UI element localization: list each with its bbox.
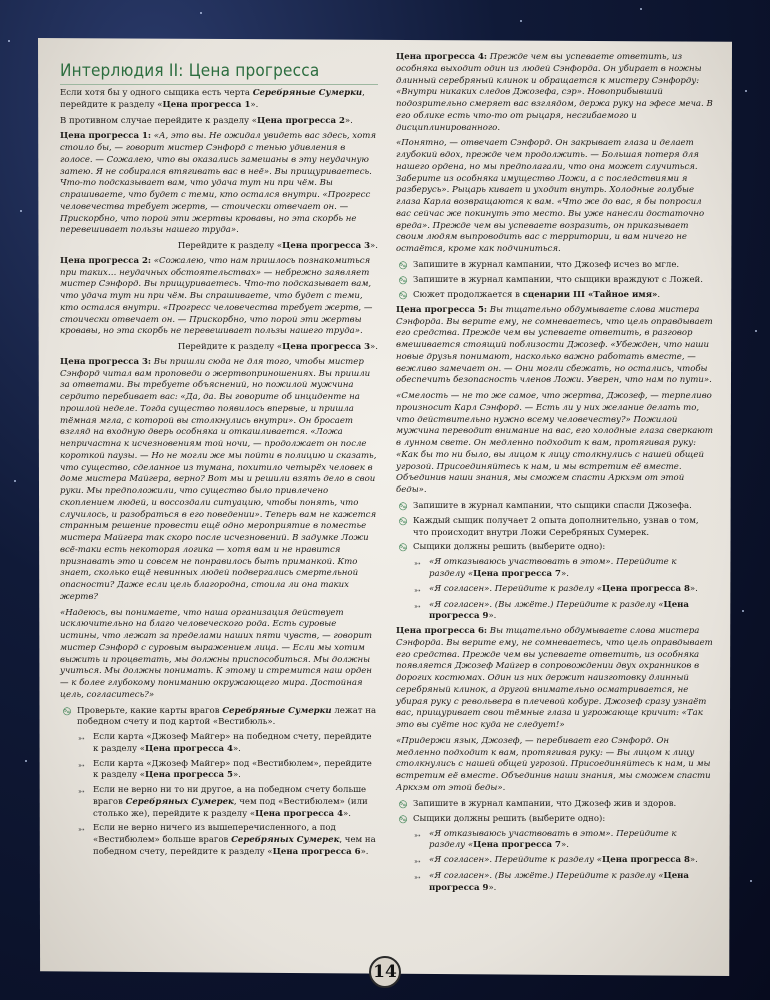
story-text: Сюжет продолжается в bbox=[413, 289, 523, 300]
intro-paragraph bbox=[60, 88, 378, 112]
entry-6-text: Вы тщательно обдумываете слова мистера Сэнфорда. Вы верите ему, не сомневаетесь, что цель оправдывает его средства. Прежде чем вы успеваете ответить, из особняка появляется Джозеф Майгер в сопровождении двух охранников в дорогих костюмах. Один из них держит наизготовку длинный серебряный клинок, а другой внимательно осматривается, не убирая руку с револьвера в плечевой кобуре. Джозеф сразу узнаёт вас, прищуривает свои тёмные глаза и угрожающе кричит: «Так это вы суёте нос куда не следует!» bbox=[396, 626, 713, 730]
decide-instruction-b bbox=[396, 814, 714, 826]
entry-4-heading: Цена прогресса 4: bbox=[396, 52, 488, 62]
option-2 bbox=[78, 759, 378, 783]
choice-text: «Я согласен». Перейдите к разделу « bbox=[429, 855, 602, 865]
spiral-icon: ࿊ bbox=[398, 541, 408, 555]
goto-text: Перейдите к разделу « bbox=[177, 241, 283, 251]
goto-section-ref: Цена прогресса 3 bbox=[282, 342, 371, 352]
option-3-trait: Серебряных Сумерек bbox=[125, 796, 234, 807]
story-continues bbox=[396, 290, 714, 302]
entry-4-quote: «Понятно, — отвечает Сэнфорд. Он закрывает глаза и делает глубокий вдох, прежде чем продолжить. — Большая потеря для нашего ордена, но мы предполагали, что она может случиться. Заберите из особняка имущество Ложи, а с последствиями я разберусь». Рыцарь кивает и уходит внутрь. Холодные голубые глаза Карла возвращаются к вам. «Что же до вас, я бы попросил вас сейчас же покинуть это место. Вы уже нанесли достаточно вреда». Прежде чем вы успеваете возразить, он приказывает своим людям выпроводить вас с территории, и вам ничего не остаётся, кроме как подчиниться. bbox=[396, 138, 705, 254]
intro-trait: Серебряные Сумерки bbox=[252, 88, 363, 98]
goto-3-b bbox=[60, 342, 378, 354]
choice-ref: Цена прогресса 8 bbox=[602, 583, 690, 594]
spiral-icon: ࿊ bbox=[398, 288, 408, 302]
check-text: Проверьте, какие карты врагов bbox=[77, 705, 223, 716]
arrow-bullet-icon: ➳ bbox=[414, 601, 421, 611]
entry-6 bbox=[396, 626, 714, 732]
choice-end: ». bbox=[488, 611, 497, 622]
choice-end: ». bbox=[488, 882, 497, 893]
choice-ref: Цена прогресса 9 bbox=[429, 870, 689, 893]
entry-4 bbox=[396, 52, 714, 134]
choice-ref: Цена прогресса 8 bbox=[602, 855, 690, 865]
choice-8-b bbox=[414, 855, 714, 868]
entry-2-heading: Цена прогресса 2: bbox=[60, 255, 152, 266]
otherwise-paragraph bbox=[60, 116, 378, 128]
option-4-text: Если не верно ничего из вышеперечисленного, а под «Вестибюлем» больше врагов bbox=[93, 823, 336, 845]
choice-end: ». bbox=[689, 855, 698, 865]
record-saved-joseph bbox=[396, 501, 714, 513]
arrow-bullet-icon: ➳ bbox=[414, 585, 421, 595]
entry-2-text: «Сожалею, что нам пришлось познакомиться при таких… неудачных обстоятельствах» — небрежно заявляет мистер Сэнфорд. Вы прищуриваетесь. Что-то подсказывает вам, что удача тут ни при чём. Вы спрашиваете, что будет с теми, кто остался внутри. «Прогресс человечества требует жертв, — стоически отвечает он. — Прискорбно, что порой эти жертвы кровавы, но эта скорбь не перевешивает пользы нашего труда». bbox=[60, 255, 373, 337]
check-victory-instruction bbox=[60, 706, 378, 730]
page-title: Интерлюдия II: Цена прогресса bbox=[60, 60, 378, 85]
option-3-text-2: , чем под «Вестибюлем» (или столько же), перейдите к разделу « bbox=[93, 796, 368, 819]
entry-1-text: «А, это вы. Не ожидал увидеть вас здесь, хотя стоило бы, — говорит мистер Сэнфорд с тенью удивления в голосе. — Сожалею, что вы оказались замешаны в эту неудачную затею. Я не собирался втягивать вас в неё». Вы прищуриваетесь. Что-то подсказывает вам, что удача тут ни при чём. Вы спрашиваете, что будет с теми, кто остался внутри. «Прогресс человечества требует жертв, — стоически отвечает он. — Прискорбно, что порой эти жертвы кровавы, но эта скорбь не перевешивает пользы нашего труда». bbox=[60, 131, 377, 236]
record-text: Каждый сыщик получает 2 опыта дополнительно, узнав о том, что происходит внутри Ложи Серебряных Сумерек. bbox=[413, 515, 699, 538]
record-text: Запишите в журнал кампании, что сыщики враждуют с Ложей. bbox=[413, 274, 703, 285]
option-3-end: ». bbox=[343, 808, 351, 819]
spiral-icon: ࿊ bbox=[398, 273, 408, 287]
option-2-end: ». bbox=[232, 770, 241, 781]
option-4-text-2: , чем на победном счету, перейдите к разделу « bbox=[93, 835, 376, 857]
goto-text-end: ». bbox=[370, 241, 378, 251]
arrow-bullet-icon: ➳ bbox=[78, 787, 85, 796]
goto-section-ref: Цена прогресса 3 bbox=[282, 241, 371, 251]
goto-text: Перейдите к разделу « bbox=[177, 342, 283, 352]
choice-text: «Я отказываюсь участвовать в этом». Перейдите к разделу « bbox=[429, 828, 677, 851]
choice-7-b bbox=[414, 829, 714, 853]
entry-6-quote: «Придержи язык, Джозеф, — перебивает его Сэнфорд. Он медленно подходит к вам, протягивая руку: — Вы лицом к лицу столкнулись с нашей общей угрозой. Присоединяйтесь к нам, и мы встретим её вместе. Объединив наши знания, мы сможем спасти Аркхэм от этой беды». bbox=[396, 735, 711, 793]
choice-9-a bbox=[414, 600, 714, 624]
entry-3 bbox=[60, 357, 378, 604]
entry-3-heading: Цена прогресса 3: bbox=[60, 356, 152, 367]
arrow-bullet-icon: ➳ bbox=[78, 760, 85, 770]
entry-6-heading: Цена прогресса 6: bbox=[396, 626, 488, 636]
spiral-icon: ࿊ bbox=[398, 499, 408, 513]
otherwise-section-ref: Цена прогресса 2 bbox=[256, 115, 345, 126]
choice-end: ». bbox=[560, 569, 569, 579]
record-joseph-disappeared bbox=[396, 260, 714, 272]
entry-5-text: Вы тщательно обдумываете слова мистера Сэнфорда. Вы верите ему, не сомневаетесь, что цель оправдывает его средства. Прежде чем вы успеваете ответить, в разговор вмешивается стоящий поблизости Джозеф. «Убежден, что наши новые друзья понимают, насколько важно работать вместе, — вежливо замечает он. — Они могли сбежать, но остались, чтобы обеспечить безопасность членов Ложи. Уверен, что нам по пути». bbox=[396, 304, 713, 386]
choice-ref: Цена прогресса 7 bbox=[473, 569, 561, 579]
choice-text: «Я отказываюсь участвовать в этом». Перейдите к разделу « bbox=[429, 557, 677, 579]
check-trait: Серебряные Сумерки bbox=[222, 705, 332, 716]
arrow-bullet-icon: ➳ bbox=[414, 830, 421, 840]
intro-text-3: ». bbox=[250, 99, 259, 110]
option-4-end: ». bbox=[360, 846, 369, 857]
check-text-2: лежат на победном счету и под картой «Вестибюль». bbox=[77, 705, 377, 728]
decide-text: Сыщики должны решить (выберите одно): bbox=[413, 813, 606, 824]
option-3-ref: Цена прогресса 4 bbox=[255, 808, 344, 819]
choice-text: «Я согласен». (Вы лжёте.) Перейдите к разделу « bbox=[429, 599, 664, 610]
arrow-bullet-icon: ➳ bbox=[78, 734, 85, 743]
option-4-ref: Цена прогресса 6 bbox=[272, 846, 361, 857]
entry-3-quote: «Надеюсь, вы понимаете, что наша организация действует исключительно на благо человеческого рода. Есть суровые истины, что лежат за пределами наших пяти чувств, — говорит мистер Сэнфорд с суровым выражением лица. — Если мы хотим выжить и процветать, мы должны приспособиться. Мы должны учиться. Мы должны понимать. К этому и стремится наш орден — к более глубокому пониманию окружающего мира. Достойная цель, согласитесь?» bbox=[60, 607, 372, 700]
choice-end: ». bbox=[560, 840, 569, 851]
choice-9-b bbox=[414, 871, 714, 895]
goto-3-a bbox=[60, 241, 378, 253]
option-4 bbox=[78, 823, 378, 858]
right-column bbox=[396, 52, 714, 897]
intro-text-2: , перейдите к разделу « bbox=[60, 88, 365, 110]
spiral-icon: ࿊ bbox=[398, 797, 408, 811]
intro-section-ref: Цена прогресса 1 bbox=[162, 99, 251, 110]
choice-text: «Я согласен». Перейдите к разделу « bbox=[429, 583, 602, 594]
spiral-icon: ࿊ bbox=[62, 704, 72, 718]
choice-text: «Я согласен». (Вы лжёте.) Перейдите к разделу « bbox=[429, 870, 664, 881]
option-3-text: Если не верно ни то ни другое, а на победном счету больше врагов bbox=[93, 785, 367, 807]
option-2-text: Если карта «Джозеф Майгер» под «Вестибюлем», перейдите к разделу « bbox=[93, 758, 372, 781]
entry-2 bbox=[60, 256, 378, 338]
option-1 bbox=[78, 732, 378, 756]
option-4-trait: Серебряных Сумерек bbox=[231, 835, 340, 845]
spiral-icon: ࿊ bbox=[398, 514, 408, 528]
entry-1-heading: Цена прогресса 1: bbox=[60, 131, 152, 142]
entry-3-text: Вы пришли сюда не для того, чтобы мистер Сэнфорд читал вам проповеди о жертвоприношениях. Вы пришли за ответами. Вы требуете объяснений, но пожилой мужчина сердито перебивает вас: «Да, да. Вы говорите об инциденте на прошлой неделе. Тогда существо появилось впервые, и пришла тёмная мгла, с которой вы столкнулись внутри». Он бросает взгляд на входную дверь особняка и откашливается. «Ложа непричастна к исчезновениям той ночи, — продолжает он после короткой паузы. — Но не могли же мы пойти в полицию и сказать, что существо, сделанное из тумана, похитило четырёх человек в доме мистера Майгера, верно? Вот мы и решили взять дело в свои руки. Мы предположили, что существо было привлечено скоплением людей, и воссоздали ситуацию, чтобы понять, что случилось, и разобраться в его поведении». Теперь вам не кажется странным решение провести ещё одно мероприятие в поместье мистера Майгера так скоро после исчезновений. В задумке Ложи всё-таки есть некоторая логика — хотя вам и не нравится признавать это и совсем не понравилось быть приманкой. Кто знает, сколько ещё невинных людей подвергались смертельной опасности? Даже если цель благородна, стоила ли она таких жертв? bbox=[60, 356, 377, 602]
page-number: 14 bbox=[369, 956, 401, 988]
option-2-ref: Цена прогресса 5 bbox=[145, 770, 233, 781]
record-joseph-alive bbox=[396, 799, 714, 811]
decide-instruction-a bbox=[396, 542, 714, 554]
goto-text-end: ». bbox=[370, 342, 378, 352]
story-text-end: . bbox=[657, 289, 661, 300]
entry-5-heading: Цена прогресса 5: bbox=[396, 304, 488, 315]
arrow-bullet-icon: ➳ bbox=[414, 559, 421, 569]
otherwise-text-2: ». bbox=[344, 115, 353, 126]
record-enemies-lodge bbox=[396, 275, 714, 287]
choice-8-a bbox=[414, 584, 714, 597]
arrow-bullet-icon: ➳ bbox=[78, 825, 85, 835]
spiral-icon: ࿊ bbox=[398, 812, 408, 826]
choice-end: ». bbox=[689, 583, 698, 594]
otherwise-text: В противном случае перейдите к разделу « bbox=[60, 115, 257, 126]
entry-4-text: Прежде чем вы успеваете ответить, из особняка выходит один из людей Сэнфорда. Он убирает в ножны длинный серебряный клинок и обращается к мистеру Сэнфорду: «Внутри никаких следов Джозефа, сэр». Новоприбывший подозрительно смеряет вас взглядом, держа руку на эфесе меча. В его облике есть что-то от рыцаря, несгибаемого и дисциплинированного. bbox=[396, 52, 713, 133]
option-1-end: ». bbox=[232, 743, 241, 754]
decide-text: Сыщики должны решить (выберите одно): bbox=[413, 542, 606, 553]
entry-5 bbox=[396, 305, 714, 387]
entry-5-quote: «Смелость — не то же самое, что жертва, Джозеф, — терпеливо произносит Карл Сэнфорд. — Есть ли у них желание делать то, что действительно нужно всему человечеству?» Пожилой мужчина переводит внимание на вас, его холодные глаза сверкают в лунном свете. Он медленно подходит к вам, протягивая руку: «Как бы то ни было, вы лицом к лицу столкнулись с нашей общей угрозой. Присоединяйтесь к нам, и мы встретим её вместе. Объединив наши знания, мы сможем спасти Аркхэм от этой беды». bbox=[396, 391, 713, 495]
intro-text: Если хотя бы у одного сыщика есть черта bbox=[60, 88, 253, 98]
option-1-ref: Цена прогресса 4 bbox=[145, 743, 233, 754]
arrow-bullet-icon: ➳ bbox=[414, 872, 421, 882]
left-column bbox=[60, 60, 378, 862]
option-3 bbox=[78, 785, 378, 820]
option-1-text: Если карта «Джозеф Майгер» на победном счету, перейдите к разделу « bbox=[93, 732, 372, 754]
arrow-bullet-icon: ➳ bbox=[414, 857, 421, 866]
record-text: Запишите в журнал кампании, что Джозеф исчез во мгле. bbox=[413, 259, 680, 270]
bonus-experience bbox=[396, 516, 714, 540]
entry-1 bbox=[60, 131, 378, 237]
choice-ref: Цена прогресса 9 bbox=[429, 599, 689, 622]
scenario-ref: сценарии III «Тайное имя» bbox=[522, 289, 658, 300]
record-text: Запишите в журнал кампании, что сыщики спасли Джозефа. bbox=[413, 500, 692, 511]
spiral-icon: ࿊ bbox=[398, 258, 408, 272]
record-text: Запишите в журнал кампании, что Джозеф жив и здоров. bbox=[413, 798, 677, 809]
choice-7-a bbox=[414, 557, 714, 581]
choice-ref: Цена прогресса 7 bbox=[473, 840, 561, 851]
